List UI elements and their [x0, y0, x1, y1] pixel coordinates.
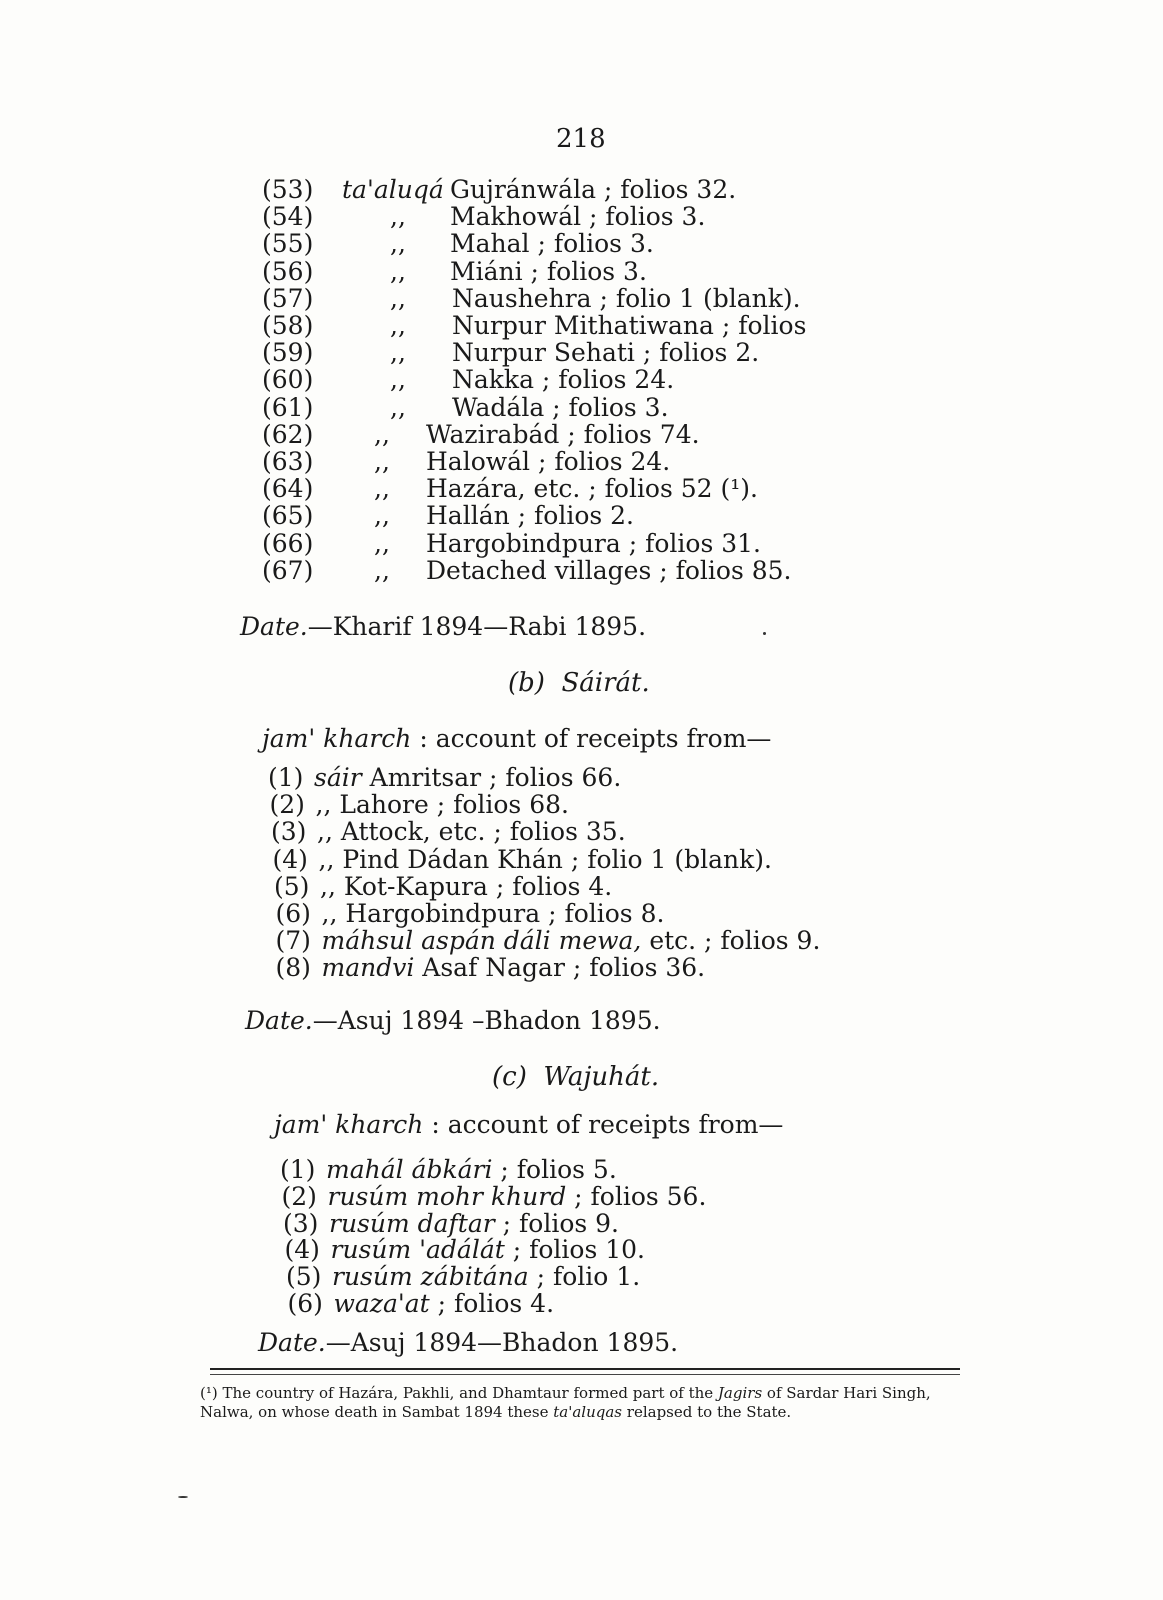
- ditto-prefix: ta'aluqá: [342, 175, 444, 204]
- item-number: (6): [275, 899, 311, 928]
- item-number: (61): [262, 392, 314, 422]
- item-number: (67): [262, 555, 314, 585]
- item-number: (54): [262, 202, 314, 232]
- item-number: (58): [262, 311, 314, 340]
- ditto-mark: ,,: [390, 365, 406, 395]
- footnote-italic1: Jagirs: [717, 1384, 763, 1402]
- footnote-part3: relapsed to the State.: [622, 1403, 792, 1421]
- ditto-mark: ,,: [374, 528, 390, 558]
- ditto-mark: ,,: [321, 899, 338, 928]
- entry-text: Pind Dádan Khán ; folio 1 (blank).: [334, 844, 772, 874]
- entry-text: ; folios 56.: [566, 1181, 707, 1211]
- ditto-mark: ,,: [390, 392, 406, 422]
- entry-text: Mahal ; folios 3.: [450, 229, 654, 259]
- ditto-mark: ,,: [315, 790, 332, 820]
- entry-lead: waza'at: [333, 1289, 430, 1318]
- entry-text: Wadála ; folios 3.: [452, 392, 669, 422]
- date-label: Date.: [258, 1328, 326, 1357]
- item-number: (2): [281, 1181, 317, 1211]
- entry-text: etc. ; folios 9.: [641, 926, 821, 956]
- item-number: (6): [287, 1289, 323, 1318]
- section-c-heading: [492, 1062, 659, 1092]
- entry-lead: mandvi: [321, 953, 415, 983]
- item-number: (66): [262, 528, 314, 558]
- item-number: (1): [280, 1155, 316, 1184]
- item-number: (8): [275, 953, 311, 983]
- item-number: (64): [262, 474, 314, 504]
- item-number: (2): [269, 790, 305, 820]
- entry-text: Makhowál ; folios 3.: [450, 202, 706, 232]
- footnote-italic2: ta'aluqas: [553, 1403, 623, 1421]
- date-text: —Kharif 1894—Rabi 1895.: [307, 612, 647, 641]
- footnote-part2: of Sardar Hari Singh, Nalwa, on whose death in Sambat 1894 these: [200, 1384, 931, 1421]
- heading-title: Wajuhát.: [543, 1062, 660, 1092]
- ditto-mark: ,,: [390, 311, 406, 340]
- footnote-part1: The country of Hazára, Pakhli, and Dhamtaur formed part of the: [217, 1384, 718, 1402]
- date-text: —Asuj 1894 –Bhadon 1895.: [312, 1006, 661, 1035]
- entry-lead: máhsul aspán dáli mewa,: [321, 926, 642, 956]
- item-number: (4): [272, 844, 308, 874]
- footnote-marker: (¹): [200, 1384, 218, 1402]
- entry-text: Hazára, etc. ; folios 52 (¹).: [426, 474, 758, 504]
- footnote-rule: [210, 1368, 960, 1370]
- entry-text: Amritsar ; folios 66.: [361, 763, 622, 792]
- item-number: (3): [271, 817, 307, 847]
- ditto-mark: ,,: [318, 844, 335, 874]
- entry-text: ; folios 10.: [504, 1235, 645, 1265]
- ditto-mark: ,,: [390, 202, 406, 232]
- entry-text: Detached villages ; folios 85.: [426, 555, 792, 585]
- ditto-mark: ,,: [390, 283, 406, 313]
- item-number: (3): [283, 1208, 319, 1238]
- section-b-heading: [508, 668, 650, 698]
- entry-lead: rusúm daftar: [329, 1208, 495, 1238]
- ditto-mark: ,,: [390, 338, 406, 368]
- footnote: [200, 1384, 960, 1422]
- entry-text: Lahore ; folios 68.: [331, 790, 569, 820]
- ditto-mark: ,,: [374, 555, 390, 585]
- date-label: Date.: [240, 612, 308, 641]
- entry-text: Miáni ; folios 3.: [450, 256, 647, 286]
- item-number: (55): [262, 229, 314, 259]
- entry-text: Asaf Nagar ; folios 36.: [414, 953, 706, 983]
- item-number: (60): [262, 365, 314, 395]
- page-number: 218: [556, 124, 606, 154]
- item-number: (1): [268, 763, 304, 792]
- item-number: (5): [274, 871, 310, 901]
- ditto-mark: ,,: [374, 419, 390, 449]
- entry-text: Nurpur Sehati ; folios 2.: [452, 338, 760, 368]
- footnote-rule-thin: [210, 1374, 960, 1375]
- ditto-mark: ,,: [374, 474, 390, 504]
- heading-title: Sáirát.: [561, 668, 650, 698]
- item-number: (63): [262, 447, 314, 476]
- intro-text: : account of receipts from—: [411, 724, 772, 753]
- section-c-date: [258, 1328, 678, 1357]
- intro-text: : account of receipts from—: [423, 1110, 784, 1139]
- entry-text: Attock, etc. ; folios 35.: [332, 817, 626, 847]
- item-number: (5): [286, 1262, 322, 1292]
- item-number: (65): [262, 501, 314, 531]
- entry-text: Kot-Kapura ; folios 4.: [335, 871, 613, 901]
- ditto-mark: ,,: [374, 447, 390, 476]
- entry-text: Hallán ; folios 2.: [426, 501, 634, 531]
- entry-text: Gujránwála ; folios 32.: [450, 175, 737, 204]
- entry-text: Nakka ; folios 24.: [452, 365, 675, 395]
- date-label: Date.: [245, 1006, 313, 1035]
- entry-text: ; folios 9.: [494, 1208, 619, 1238]
- entry-text: Wazirabád ; folios 74.: [426, 419, 700, 449]
- item-number: (7): [275, 926, 311, 956]
- ditto-mark: ,,: [320, 871, 336, 901]
- entry-lead: rusúm mohr khurd: [327, 1181, 567, 1211]
- intro-italic: jam' kharch: [274, 1110, 424, 1139]
- entry-text: Hargobindpura ; folios 31.: [426, 528, 761, 558]
- intro-italic: jam' kharch: [262, 724, 412, 753]
- entry-text: Nurpur Mithatiwana ; folios: [452, 311, 807, 340]
- print-speck: [178, 1496, 188, 1498]
- date-text: —Asuj 1894—Bhadon 1895.: [325, 1328, 679, 1357]
- section-b-date: [245, 1006, 661, 1035]
- entry-text: ; folio 1.: [528, 1262, 641, 1292]
- ditto-mark: ,,: [317, 817, 333, 847]
- section-b-intro: [262, 724, 771, 753]
- item-number: (56): [262, 256, 314, 286]
- item-number: (62): [262, 419, 314, 449]
- entry-text: ; folios 4.: [429, 1289, 555, 1318]
- entry-lead: sáir: [314, 763, 362, 792]
- entry-text: Hargobindpura ; folios 8.: [337, 899, 665, 928]
- heading-letter: (b): [508, 668, 545, 698]
- item-number: (57): [262, 283, 314, 313]
- print-speck: [763, 632, 766, 635]
- entry-lead: rusúm 'adálát: [330, 1235, 505, 1265]
- entry-text: ; folios 5.: [492, 1155, 617, 1184]
- ditto-mark: ,,: [390, 256, 406, 286]
- ditto-mark: ,,: [390, 229, 406, 259]
- item-number: (53): [262, 175, 314, 204]
- entry-lead: mahál ábkári: [326, 1155, 493, 1184]
- entry-text: Halowál ; folios 24.: [426, 447, 671, 476]
- entry-text: Naushehra ; folio 1 (blank).: [452, 283, 801, 313]
- item-number: (59): [262, 338, 314, 368]
- ditto-mark: ,,: [374, 501, 390, 531]
- section-a-date: [240, 612, 646, 641]
- section-c-intro: [274, 1110, 783, 1139]
- entry-lead: rusúm zábitána: [332, 1262, 529, 1292]
- heading-letter: (c): [492, 1062, 527, 1092]
- item-number: (4): [284, 1235, 320, 1265]
